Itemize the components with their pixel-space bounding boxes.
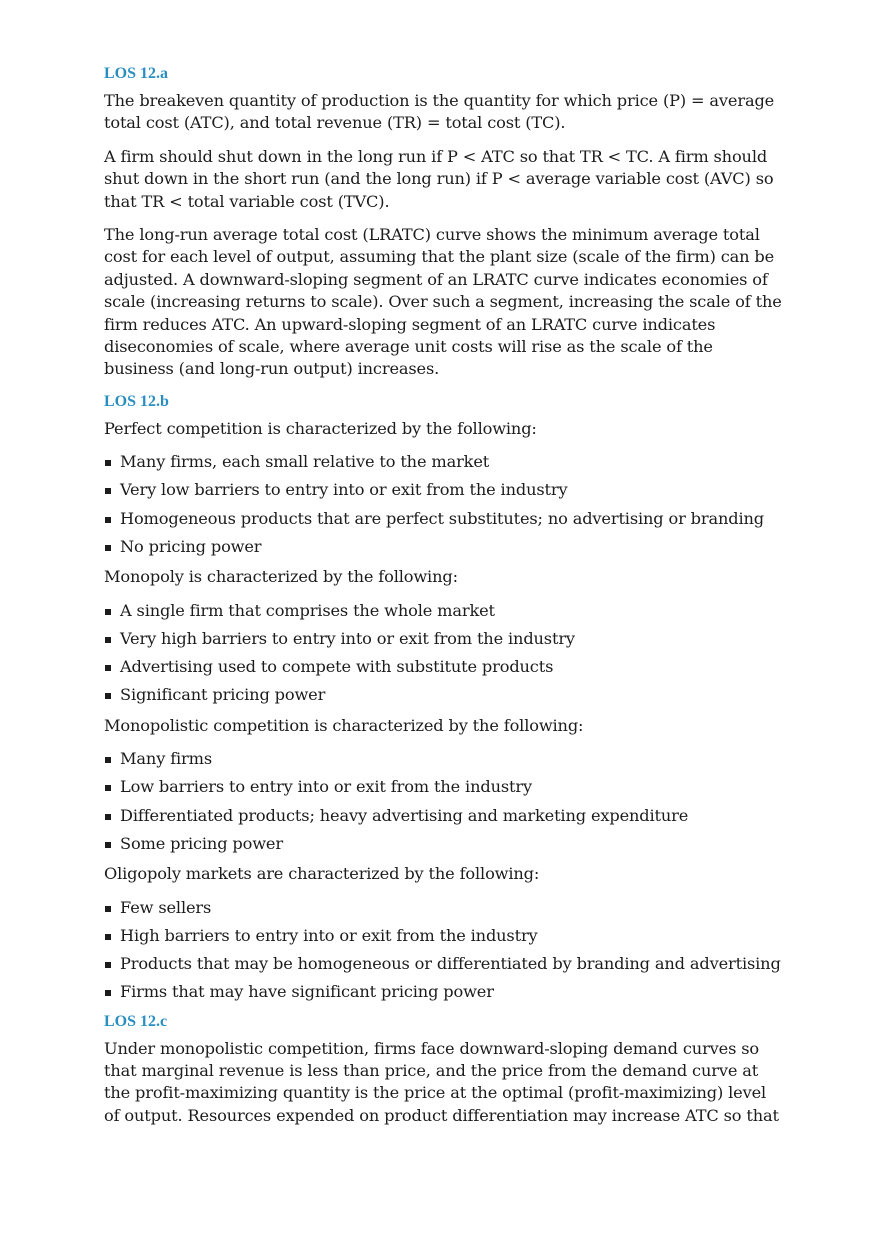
monopolistic-pricing-paragraph: Under monopolistic competition, firms face downward-sloping demand curves so that marginal revenue is less than price, and the price from the demand curve at the profit-maximizing quantity is the price at the optimal (profit-maximizing) level of output. Resources expended on product differentiation may increase ATC so that [104, 1038, 779, 1125]
list-item: Low barriers to entry into or exit from the industry [104, 776, 784, 798]
list-item: Homogeneous products that are perfect substitutes; no advertising or branding [104, 508, 784, 530]
perfect-competition-intro: Perfect competition is characterized by the following: [104, 418, 537, 438]
list-item: Some pricing power [104, 833, 784, 855]
list-item: Significant pricing power [104, 684, 784, 706]
list-item: A single firm that comprises the whole market [104, 600, 784, 622]
lratc-paragraph: The long-run average total cost (LRATC) curve shows the minimum average total cost for each level of output, assuming that the plant size (scale of the firm) can be adjusted. A downward-sloping segment of an LRATC curve indicates economies of scale (increasing returns to scale). Over such a segment, increasing the scale of the firm reduces ATC. An upward-sloping segment of an LRATC curve indicates diseconomies of scale, where average unit costs will rise as the scale of the business (and long-run output) increases. [104, 225, 782, 379]
shutdown-paragraph: A firm should shut down in the long run if P < ATC so that TR < TC. A firm should shut down in the short run (and the long run) if P < average variable cost (AVC) so that TR < total variable cost (TVC). [104, 146, 774, 211]
page-content [104, 64, 784, 1138]
list-item: Very low barriers to entry into or exit from the industry [104, 479, 784, 501]
list-item: Many firms, each small relative to the market [104, 451, 784, 473]
monopoly-intro: Monopoly is characterized by the following: [104, 567, 458, 587]
oligopoly-intro: Oligopoly markets are characterized by the following: [104, 864, 540, 884]
list-item: Firms that may have significant pricing power [104, 981, 784, 1003]
monopoly-list [104, 600, 784, 707]
list-item: Very high barriers to entry into or exit from the industry [104, 628, 784, 650]
monopolistic-competition-intro: Monopolistic competition is characterized by the following: [104, 715, 584, 735]
list-item: Differentiated products; heavy advertising and marketing expenditure [104, 805, 784, 827]
oligopoly-list [104, 897, 784, 1004]
list-item: No pricing power [104, 536, 784, 558]
list-item: Products that may be homogeneous or differentiated by branding and advertising [104, 953, 784, 975]
list-item: High barriers to entry into or exit from the industry [104, 925, 784, 947]
list-item: Few sellers [104, 897, 784, 919]
los-12c-heading: LOS 12.c [104, 1012, 168, 1030]
los-12b-heading: LOS 12.b [104, 392, 169, 410]
monopolistic-competition-list [104, 748, 784, 855]
list-item: Advertising used to compete with substitute products [104, 656, 784, 678]
list-item: Many firms [104, 748, 784, 770]
los-12a-heading: LOS 12.a [104, 65, 169, 82]
breakeven-paragraph: The breakeven quantity of production is the quantity for which price (P) = average total cost (ATC), and total revenue (TR) = total cost (TC). [104, 91, 775, 133]
perfect-competition-list [104, 451, 784, 558]
